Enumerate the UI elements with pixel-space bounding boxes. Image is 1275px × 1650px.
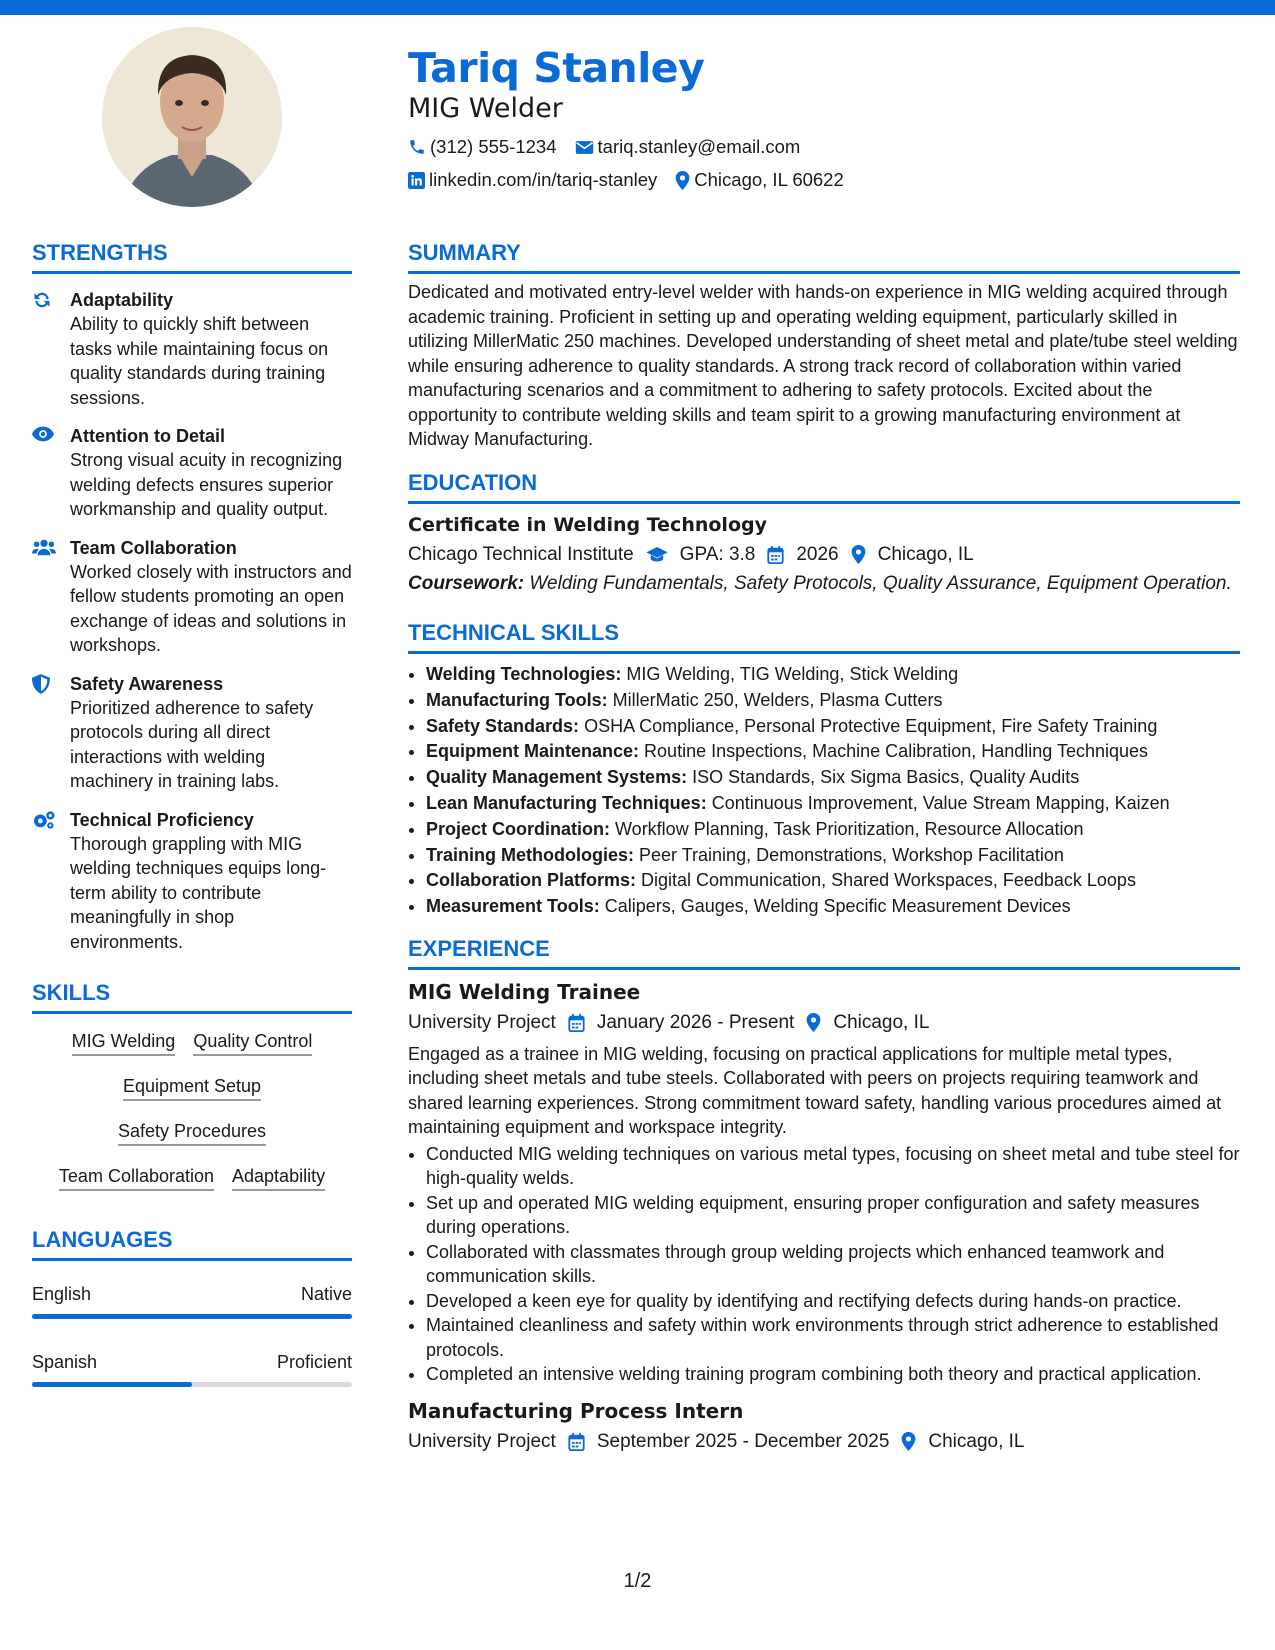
- skills-list: [32, 1014, 352, 1191]
- email-contact[interactable]: [575, 136, 801, 158]
- summary-heading: SUMMARY: [408, 238, 1240, 274]
- list-item: • Conducted MIG welding techniques on various metal types, focusing on sheet metal and tube steel for high-quality welds.: [426, 1142, 1240, 1191]
- candidate-title: MIG Welder: [408, 93, 563, 124]
- job-location: Chicago, IL: [833, 1011, 930, 1033]
- school-location: Chicago, IL: [877, 543, 974, 565]
- refresh-icon: [32, 290, 52, 310]
- list-item: • Quality Management Systems: ISO Standards, Six Sigma Basics, Quality Audits: [426, 765, 1240, 791]
- contact-row-2: [408, 168, 1238, 192]
- education-meta: [408, 542, 1240, 568]
- top-accent-bar: [0, 0, 1275, 15]
- list-item: • Lean Manufacturing Techniques: Continuous Improvement, Value Stream Mapping, Kaizen: [426, 791, 1240, 817]
- strength-desc: Ability to quickly shift between tasks while maintaining focus on quality standards during training sessions.: [70, 314, 329, 408]
- strength-item: [32, 672, 352, 794]
- strength-item: [32, 288, 352, 410]
- linkedin-icon: [408, 172, 425, 189]
- list-item: • Manufacturing Tools: MillerMatic 250, Welders, Plasma Cutters: [426, 688, 1240, 714]
- job-title: Manufacturing Process Intern: [408, 1398, 744, 1423]
- strength-desc: Prioritized adherence to safety protocols during all direct interactions with welding machinery in training labs.: [70, 697, 314, 791]
- language-name: English: [32, 1284, 92, 1304]
- map-pin-icon: [806, 1013, 821, 1032]
- skill-tag: Equipment Setup: [123, 1075, 261, 1101]
- calendar-icon: [767, 546, 784, 564]
- language-item: [32, 1283, 352, 1319]
- job-dates: September 2025 - December 2025: [596, 1430, 890, 1452]
- list-item: • Collaborated with classmates through group welding projects which enhanced teamwork and communication skills.: [426, 1240, 1240, 1289]
- graduation-cap-icon: [646, 547, 668, 563]
- contact-row-1: [408, 135, 1238, 159]
- email-address: tariq.stanley@email.com: [597, 136, 801, 157]
- map-pin-icon: [675, 171, 690, 190]
- technical-skills-heading: TECHNICAL SKILLS: [408, 618, 1240, 654]
- strength-title: Attention to Detail: [70, 426, 225, 446]
- calendar-icon: [568, 1433, 585, 1451]
- phone-icon: [408, 138, 426, 156]
- users-icon: [32, 538, 56, 556]
- list-item: • Maintained cleanliness and safety within work environments through strict adherence to established protocols.: [426, 1313, 1240, 1362]
- job-title: MIG Welding Trainee: [408, 979, 641, 1004]
- phone-contact[interactable]: [408, 136, 557, 158]
- strength-item: [32, 808, 352, 955]
- job-meta: [408, 1429, 1240, 1455]
- gears-icon: [32, 810, 56, 830]
- strength-desc: Worked closely with instructors and fellow students promoting an open exchange of ideas and solutions in workshops.: [70, 561, 352, 655]
- strength-desc: Strong visual acuity in recognizing welding defects ensures superior workmanship and quality output.: [70, 450, 343, 519]
- eye-icon: [32, 426, 54, 442]
- list-item: • Project Coordination: Workflow Planning, Task Prioritization, Resource Allocation: [426, 817, 1240, 843]
- strength-title: Team Collaboration: [70, 537, 237, 558]
- language-name: Spanish: [32, 1352, 98, 1372]
- page-number: 1/2: [623, 1570, 652, 1592]
- education-heading: EDUCATION: [408, 468, 1240, 504]
- resume-header: [408, 42, 1238, 192]
- skills-heading: SKILLS: [32, 978, 352, 1014]
- linkedin-url: linkedin.com/in/tariq-stanley: [429, 169, 658, 190]
- map-pin-icon: [901, 1432, 916, 1451]
- experience-heading: EXPERIENCE: [408, 934, 1240, 970]
- language-item: [32, 1351, 352, 1387]
- language-level: Native: [300, 1284, 352, 1304]
- mail-icon: [575, 140, 594, 155]
- job-location: Chicago, IL: [928, 1430, 1025, 1452]
- calendar-icon: [568, 1014, 585, 1032]
- profile-photo: [102, 27, 282, 207]
- list-item: • Training Methodologies: Peer Training, Demonstrations, Workshop Facilitation: [426, 843, 1240, 869]
- job-summary: Engaged as a trainee in MIG welding, focusing on practical applications for multiple metal types, including sheet metals and tube steels. Collaborated with peers on projects requiring teamwork and shared learning experiences. Strong commitment toward safety, handling various procedures aimed at maintaining equipment and workspace integrity.: [408, 1043, 1222, 1138]
- list-item: • Collaboration Platforms: Digital Communication, Shared Workspaces, Feedback Loops: [426, 868, 1240, 894]
- languages-heading: LANGUAGES: [32, 1225, 352, 1261]
- strength-title: Safety Awareness: [70, 673, 224, 694]
- location-text: Chicago, IL 60622: [694, 169, 844, 190]
- shield-icon: [32, 674, 50, 694]
- skill-tag: Team Collaboration: [59, 1165, 214, 1191]
- strength-item: [32, 536, 352, 658]
- school-name: Chicago Technical Institute: [408, 543, 634, 565]
- left-column: [32, 238, 352, 1387]
- skill-tag: Quality Control: [193, 1030, 312, 1056]
- job-bullets: [408, 1142, 1240, 1387]
- language-bar-fill: [32, 1314, 352, 1319]
- location-contact: [675, 169, 843, 191]
- list-item: • Welding Technologies: MIG Welding, TIG Welding, Stick Welding: [426, 662, 1240, 688]
- list-item: • Equipment Maintenance: Routine Inspections, Machine Calibration, Handling Techniques: [426, 739, 1240, 765]
- linkedin-contact[interactable]: [408, 169, 657, 191]
- coursework-label: Coursework:: [408, 572, 525, 594]
- list-item: • Completed an intensive welding training program combining both theory and practical application.: [426, 1362, 1240, 1387]
- list-item: • Developed a keen eye for quality by identifying and rectifying defects during hands-on practice.: [426, 1289, 1240, 1314]
- skill-tag: Safety Procedures: [118, 1120, 266, 1146]
- job-org: University Project: [408, 1011, 556, 1033]
- language-bar: [32, 1314, 352, 1319]
- map-pin-icon: [851, 545, 866, 564]
- candidate-name: Tariq Stanley: [408, 44, 705, 92]
- skill-tag: MIG Welding: [72, 1030, 176, 1056]
- coursework: [408, 572, 1240, 597]
- right-column: [408, 238, 1240, 1455]
- job-meta: [408, 1010, 1240, 1036]
- technical-skills-list: [408, 662, 1240, 920]
- strength-title: Technical Proficiency: [70, 809, 254, 830]
- language-bar: [32, 1382, 352, 1387]
- gpa-text: GPA: 3.8: [679, 543, 756, 565]
- strength-desc: Thorough grappling with MIG welding techniques equips long-term ability to contribute meaningfully in shop environments.: [70, 833, 327, 952]
- strength-item: [32, 424, 352, 522]
- language-bar-fill: [32, 1382, 192, 1387]
- phone-number: (312) 555-1234: [430, 136, 557, 157]
- list-item: • Set up and operated MIG welding equipment, ensuring proper configuration and safety measures during operations.: [426, 1191, 1240, 1240]
- strength-title: Adaptability: [70, 290, 174, 310]
- degree-title: Certificate in Welding Technology: [408, 513, 767, 536]
- graduation-year: 2026: [796, 543, 839, 565]
- strengths-heading: STRENGTHS: [32, 238, 352, 274]
- coursework-text: Welding Fundamentals, Safety Protocols, Quality Assurance, Equipment Operation.: [529, 572, 1232, 594]
- job-org: University Project: [408, 1430, 556, 1452]
- skill-tag: Adaptability: [232, 1165, 325, 1191]
- language-level: Proficient: [276, 1352, 352, 1372]
- list-item: • Safety Standards: OSHA Compliance, Personal Protective Equipment, Fire Safety Training: [426, 714, 1240, 740]
- list-item: • Measurement Tools: Calipers, Gauges, Welding Specific Measurement Devices: [426, 894, 1240, 920]
- summary-text: Dedicated and motivated entry-level welder with hands-on experience in MIG welding acquired through academic training. Proficient in setting up and operating welding equipment, particularly skilled in utilizing MillerMatic 250 machines. Developed understanding of sheet metal and plate/tube steel welding while ensuring adherence to quality standards. A strong track record of collaboration within varied manufacturing scenarios and a commitment to adhering to safety protocols. Excited about the opportunity to contribute welding skills and team spirit to a growing manufacturing environment at Midway Manufacturing.: [408, 282, 1238, 449]
- job-dates: January 2026 - Present: [596, 1011, 795, 1033]
